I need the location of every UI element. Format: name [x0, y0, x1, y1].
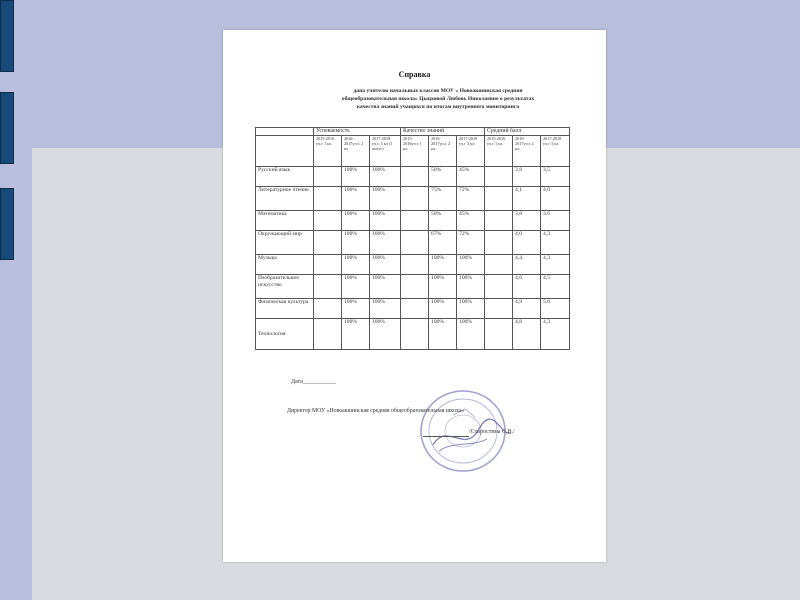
- value-cell: 100%: [342, 167, 370, 187]
- value-cell: 100%: [342, 187, 370, 211]
- year-header-cell: 2015-2016 уч.г 1 кл.: [314, 136, 342, 167]
- value-cell: 100%: [370, 187, 401, 211]
- value-cell: 4,0: [513, 231, 541, 255]
- table-corner-cell: [256, 128, 314, 136]
- value-cell: [314, 187, 342, 211]
- value-cell: [314, 299, 342, 319]
- value-cell: 100%: [342, 255, 370, 275]
- value-cell: 100%: [457, 299, 485, 319]
- value-cell: 4,1: [513, 187, 541, 211]
- intro-line: общеобразовательная школа» Цыцховой Любовь Николаевне о результатах: [341, 96, 535, 102]
- value-cell: 4,5: [541, 275, 570, 299]
- value-cell: 50%: [429, 167, 457, 187]
- value-cell: 100%: [370, 231, 401, 255]
- value-cell: [314, 319, 342, 350]
- value-cell: [485, 211, 513, 231]
- value-cell: 3,5: [541, 167, 570, 187]
- year-header-cell: 2017-2018 уч.г 3 кл.: [457, 136, 485, 167]
- value-cell: [314, 211, 342, 231]
- value-cell: [485, 275, 513, 299]
- value-cell: 45%: [457, 211, 485, 231]
- table-row: [256, 319, 570, 350]
- director-name: /Старостина С.В./: [469, 429, 515, 435]
- value-cell: [401, 319, 429, 350]
- value-cell: 4,9: [513, 299, 541, 319]
- document-title: Справка: [398, 70, 431, 79]
- value-cell: 5.0: [541, 299, 570, 319]
- document-intro: [293, 87, 583, 111]
- value-cell: [314, 275, 342, 299]
- subject-cell: Музыка: [256, 255, 314, 275]
- value-cell: 100%: [457, 255, 485, 275]
- results-table: [255, 127, 570, 350]
- value-cell: 72%: [457, 187, 485, 211]
- table-row: [256, 211, 570, 231]
- value-cell: 4,0: [541, 187, 570, 211]
- group-header-cell: Средний балл: [485, 128, 570, 136]
- value-cell: 50%: [429, 211, 457, 231]
- value-cell: [485, 187, 513, 211]
- year-header-cell: 2016-2017уч.г. 2 кл: [342, 136, 370, 167]
- table-corner-cell: [256, 136, 314, 167]
- value-cell: [401, 275, 429, 299]
- value-cell: 100%: [429, 319, 457, 350]
- year-header-cell: 2015-2016 уч.г 1 кл.: [485, 136, 513, 167]
- value-cell: 100%: [429, 275, 457, 299]
- value-cell: [485, 231, 513, 255]
- table-year-header: [256, 136, 570, 167]
- scanned-document: [223, 30, 606, 562]
- value-cell: 100%: [370, 167, 401, 187]
- group-header-cell: Успеваемость: [314, 128, 401, 136]
- table-row: [256, 231, 570, 255]
- table-row: [256, 167, 570, 187]
- value-cell: 4,6: [513, 275, 541, 299]
- value-cell: 4,8: [513, 319, 541, 350]
- table-row: [256, 275, 570, 299]
- subject-cell: Математика: [256, 211, 314, 231]
- subject-cell: Изобразительное искусство: [256, 275, 314, 299]
- value-cell: 100%: [429, 299, 457, 319]
- year-header-cell: 2015-2016уч.г 1 кл.: [401, 136, 429, 167]
- value-cell: 100%: [370, 275, 401, 299]
- value-cell: 100%: [342, 211, 370, 231]
- value-cell: 4,3: [541, 255, 570, 275]
- value-cell: 3.6: [541, 211, 570, 231]
- value-cell: 100%: [342, 319, 370, 350]
- value-cell: 100%: [370, 255, 401, 275]
- value-cell: 67%: [429, 231, 457, 255]
- value-cell: [314, 255, 342, 275]
- table-group-header: [256, 128, 570, 136]
- year-header-cell: 2017-2018 уч.г. 3 кл (1 полуг): [370, 136, 401, 167]
- value-cell: [401, 211, 429, 231]
- value-cell: 75%: [429, 187, 457, 211]
- intro-line: дана учителю начальных классов МОУ « Новоакшинская средняя: [353, 88, 523, 94]
- subject-cell: Технология: [256, 319, 314, 350]
- value-cell: [314, 167, 342, 187]
- director-line: Директор МОУ «Новоакшинская средняя общеобразовательная школа»: [287, 408, 465, 414]
- value-cell: 4,3: [541, 231, 570, 255]
- subject-cell: Окружающий мир: [256, 231, 314, 255]
- value-cell: 100%: [370, 211, 401, 231]
- signature-line: [423, 436, 469, 437]
- value-cell: [485, 255, 513, 275]
- value-cell: [314, 231, 342, 255]
- date-line: Дата___________: [291, 379, 336, 385]
- value-cell: [401, 299, 429, 319]
- value-cell: [485, 299, 513, 319]
- value-cell: [401, 255, 429, 275]
- value-cell: 100%: [370, 299, 401, 319]
- year-header-cell: 2017-2018 уч.г 3 кл.: [541, 136, 570, 167]
- subject-cell: Литературное чтение: [256, 187, 314, 211]
- table-row: [256, 255, 570, 275]
- value-cell: 100%: [342, 275, 370, 299]
- value-cell: 100%: [429, 255, 457, 275]
- value-cell: 4,4: [513, 255, 541, 275]
- value-cell: [485, 167, 513, 187]
- table-row: [256, 299, 570, 319]
- group-header-cell: Качество знаний: [401, 128, 485, 136]
- table-row: [256, 187, 570, 211]
- value-cell: [401, 187, 429, 211]
- value-cell: [401, 231, 429, 255]
- subject-cell: Русский язык: [256, 167, 314, 187]
- value-cell: 100%: [370, 319, 401, 350]
- value-cell: 100%: [342, 299, 370, 319]
- intro-line: качества знаний учащихся по итогам внутреннего мониторинга: [356, 104, 520, 110]
- slide-accent-bar: [0, 0, 14, 72]
- year-header-cell: 2016-2017уч.г 2 кл.: [513, 136, 541, 167]
- value-cell: 3,8: [513, 211, 541, 231]
- value-cell: 100%: [457, 275, 485, 299]
- value-cell: 45%: [457, 167, 485, 187]
- subject-cell: Физическая культура: [256, 299, 314, 319]
- slide-accent-bar: [0, 92, 14, 164]
- value-cell: 3,8: [513, 167, 541, 187]
- value-cell: 100%: [457, 319, 485, 350]
- value-cell: [485, 319, 513, 350]
- slide-accent-bar: [0, 188, 14, 260]
- value-cell: [401, 167, 429, 187]
- value-cell: 4,3: [541, 319, 570, 350]
- value-cell: 100%: [342, 231, 370, 255]
- year-header-cell: 2016-2017уч.г. 2 кл.: [429, 136, 457, 167]
- value-cell: 72%: [457, 231, 485, 255]
